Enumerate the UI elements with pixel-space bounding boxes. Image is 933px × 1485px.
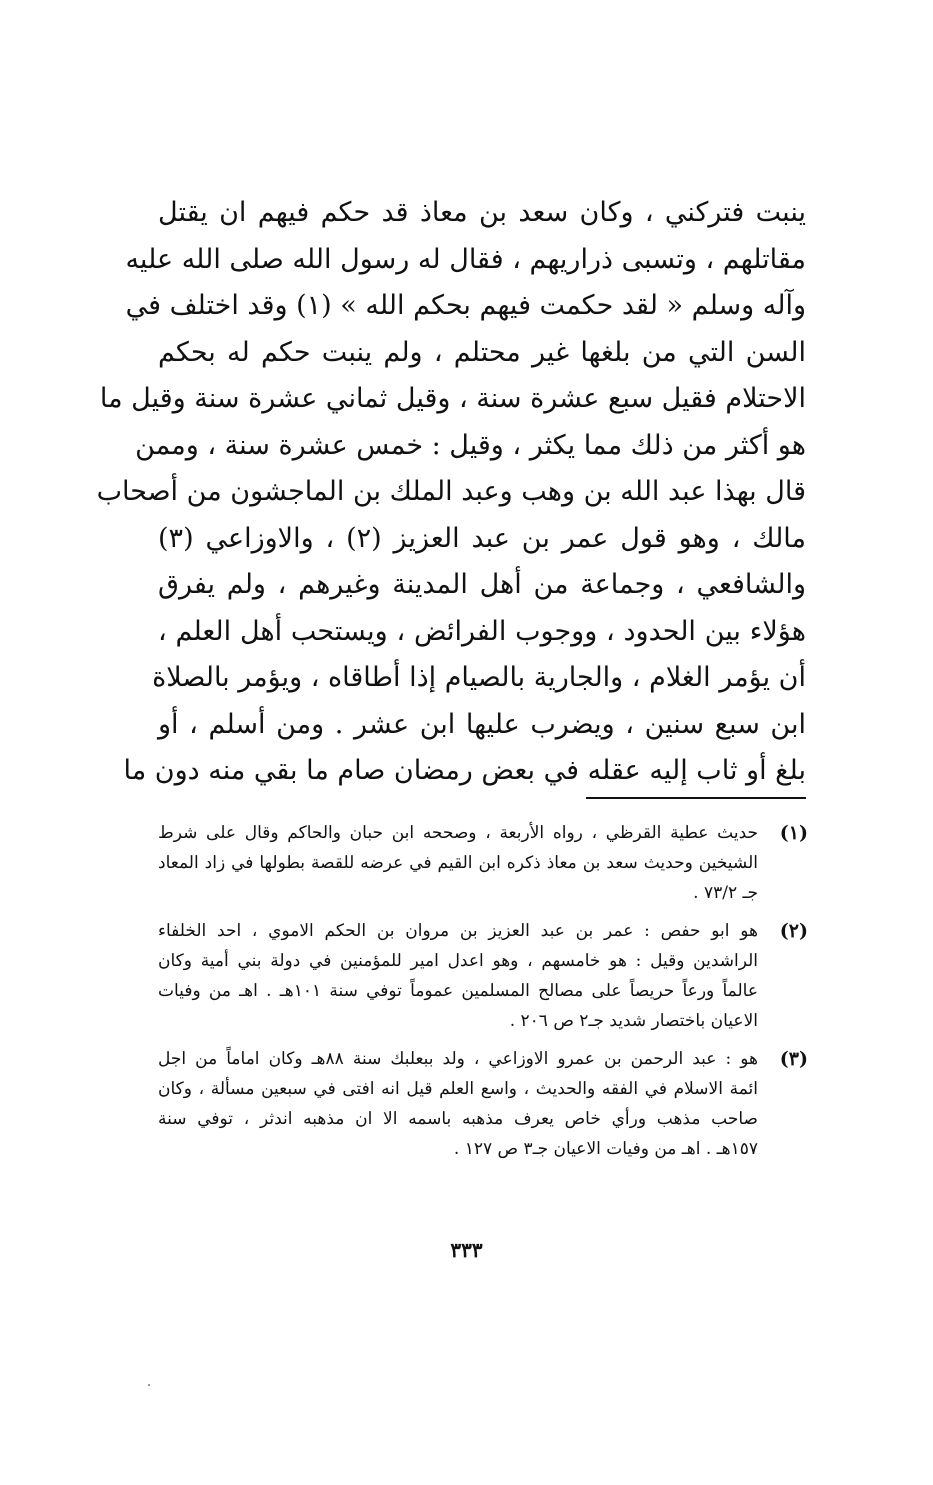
main-text-line: مقاتلهم ، وتسبى ذراريهم ، فقال له رسول الله صلى الله عليه: [125, 243, 806, 275]
main-text-line: ينبت فتركني ، وكان سعد بن معاذ قد حكم فيهم ان يقتل: [158, 197, 806, 228]
main-text-line: هؤلاء بين الحدود ، ووجوب الفرائض ، ويستحب أهل العلم ،: [158, 615, 806, 647]
footnote-line: ائمة الاسلام في الفقه والحديث ، واسع العلم قيل انه افتى في سبعين مسألة ، وكان: [158, 1079, 758, 1099]
footnotes-section: [158, 818, 808, 1172]
footnote-line: ١٥٧هـ . اهـ من وفيات الاعيان جـ٣ ص ١٢٧ .: [453, 1139, 758, 1159]
footnote-3: [158, 1044, 808, 1164]
main-text-line: هو أكثر من ذلك مما يكثر ، وقيل : خمس عشرة سنة ، وممن: [135, 429, 806, 461]
main-text-line: الاحتلام فقيل سبع عشرة سنة ، وقيل ثماني عشرة سنة وقيل ما: [99, 383, 806, 414]
footnote-line: هو : عبد الرحمن بن عمرو الاوزاعي ، ولد ببعلبك سنة ٨٨هـ وكان اماماً من اجل: [158, 1049, 759, 1069]
footnote-number: (٢): [779, 920, 808, 942]
footnote-line: الاعيان باختصار شديد جـ٢ ص ٢٠٦ .: [509, 1011, 758, 1031]
footnote-line: هو ابو حفص : عمر بن عبد العزيز بن مروان بن الحكم الاموي ، احد الخلفاء: [158, 921, 758, 941]
main-text-line: ابن سبع سنين ، ويضرب عليها ابن عشر . ومن أسلم ، أو: [158, 708, 806, 740]
main-text-line: والشافعي ، وجماعة من أهل المدينة وغيرهم ، ولم يفرق: [158, 569, 806, 600]
main-text-line: بلغ أو ثاب إليه عقله في بعض رمضان صام ما بقي منه دون ما: [123, 755, 806, 786]
footnote-line: صاحب مذهب ورأي خاص يعرف مذهبه باسمه الا ان مذهبه اندثر ، توفي سنة: [158, 1109, 758, 1129]
main-text-line: وآله وسلم « لقد حكمت فيهم بحكم الله » (١) وقد اختلف في: [125, 290, 806, 321]
main-text-line: السن التي من بلغها غير محتلم ، ولم ينبت حكم له بحكم: [158, 336, 806, 368]
footnote-separator: [586, 797, 806, 799]
footnote-line: جـ ٧٣/٢ .: [693, 883, 758, 903]
footnote-line: حديث عطية القرظي ، رواه الأربعة ، وصححه ابن حبان والحاكم وقال على شرط: [158, 823, 758, 843]
footnote-line: الراشدين وقيل : هو خامسهم ، وهو اعدل امير للمؤمنين في دولة بني أمية وكان: [158, 951, 758, 971]
footnote-2: [158, 916, 808, 1036]
footnote-body: [158, 916, 758, 1036]
footnote-body: [158, 818, 758, 908]
main-text-line: أن يؤمر الغلام ، والجارية بالصيام إذا أطاقاه ، ويؤمر بالصلاة: [152, 662, 806, 693]
footnote-1: [158, 818, 808, 908]
footnote-body: [158, 1044, 758, 1164]
footnote-line: عالماً ورعاً حريصاً على مصالح المسلمين عموماً توفي سنة ١٠١هـ . اهـ من وفيات: [158, 981, 758, 1001]
footnote-number: (٣): [779, 1048, 808, 1070]
footnote-line: الشيخين وحديث سعد بن معاذ ذكره ابن القيم في عرضه للقصة بطولها في زاد المعاد: [158, 853, 758, 873]
main-text-block: [96, 190, 806, 795]
footnote-number: (١): [779, 822, 808, 844]
scan-speck: [148, 1384, 150, 1386]
page-number: ٣٣٣: [450, 1238, 483, 1262]
main-text-line: مالك ، وهو قول عمر بن عبد العزيز (٢) ، والاوزاعي (٣): [158, 522, 806, 554]
main-text-line: قال بهذا عبد الله بن وهب وعبد الملك بن الماجشون من أصحاب: [96, 476, 806, 507]
